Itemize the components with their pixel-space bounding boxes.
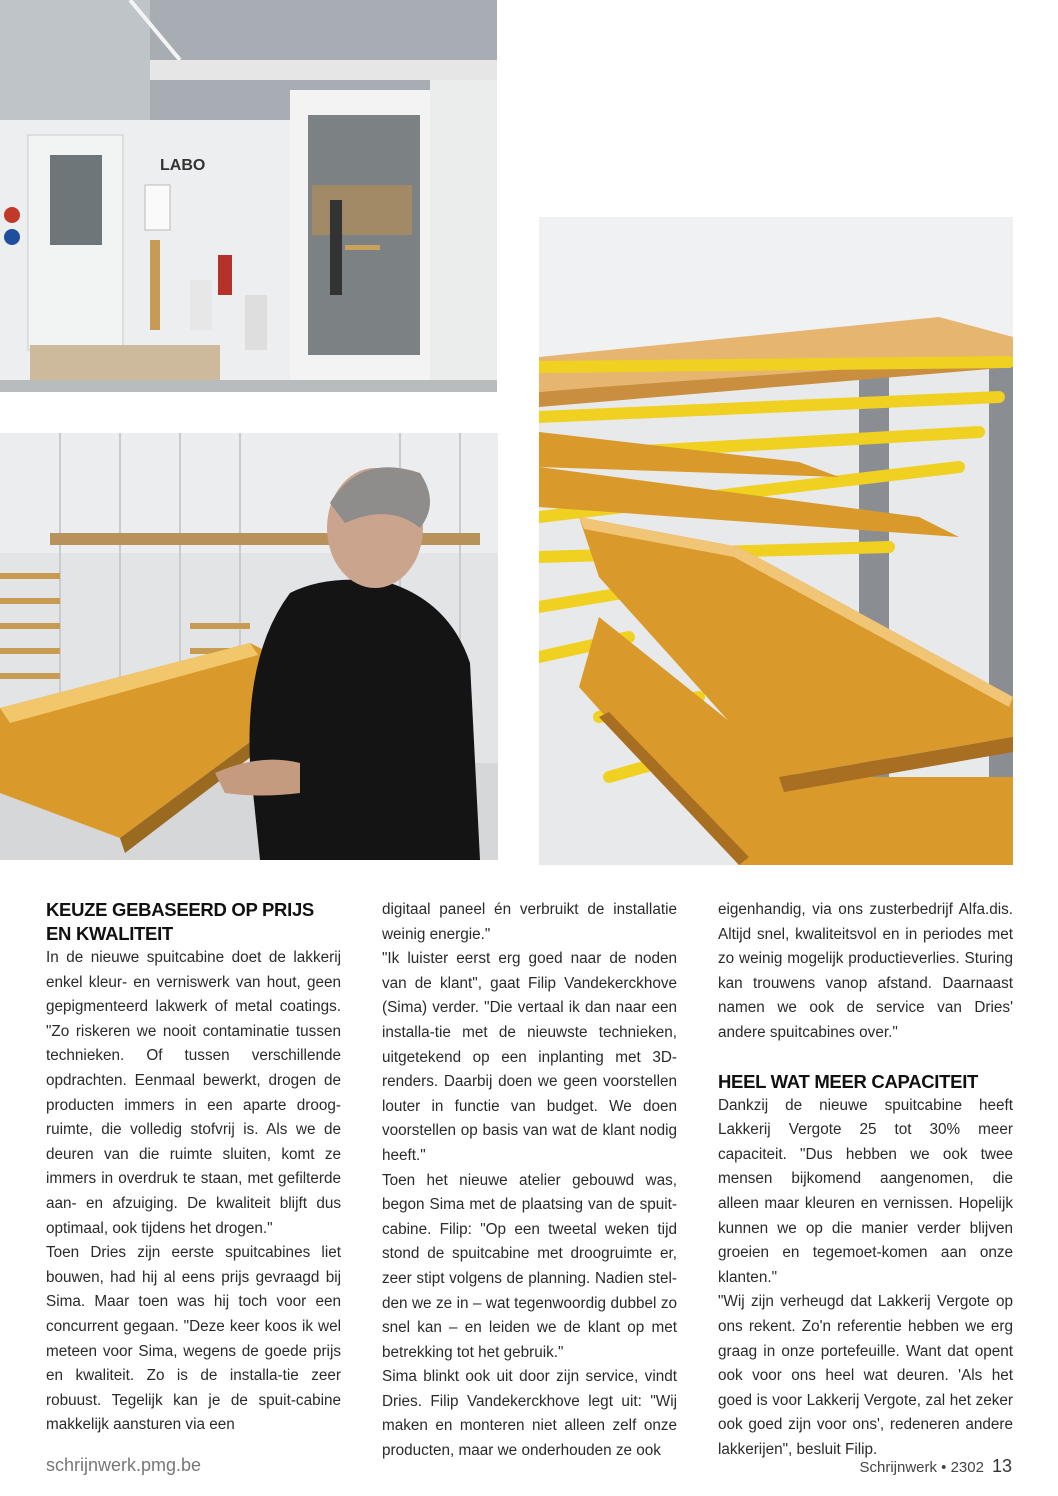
photo-worker-with-panel: [0, 433, 498, 860]
footer-website-link[interactable]: schrijnwerk.pmg.be: [46, 1455, 202, 1475]
labo-sign: LABO: [160, 157, 206, 174]
article-column-1: [46, 898, 341, 1438]
paragraph: Toen Dries zijn eerste spuitcabines liet bouwen, had hij al eens prijs gevraagd bij Sima. Maar toen was hij toch voor een concurrent gegaan. "Deze keer koos ik wel meteen voor Sima, wegens de goede prijs en kwaliteit. Zo is de installa-tie zeer robuust. Tegelijk kan je de spuit-cabine makkelijk aansturen via een: [46, 1244, 341, 1434]
paragraph: In de nieuwe spuitcabine doet de lakkerij enkel kleur- en verniswerk van hout, geen gepigmenteerd lakwerk of metal coatings. "Zo riskeren we nooit contaminatie tussen technieken. Of tussen verschillende opdrachten. Eenmaal bewerkt, drogen de producten immers in een aparte droog-ruimte, die volledig stofvrij is. Als we de deuren van die ruimte sluiten, komt ze immers in overdruk te staan, met gefilterde aan- en afzuiging. De kwaliteit blijft dus optimaal, ook tijdens het drogen.": [46, 949, 341, 1237]
issue-label: Schrijnwerk • 2302: [859, 1459, 984, 1476]
paragraph: "Wij zijn verheugd dat Lakkerij Vergote op ons rekent. Zo'n referentie hebben we erg graag in onze portefeuille. Want dat opent ook voor ons heel wat deuren. 'Als het goed is voor Lakkerij Vergote, zal het zeker ook goed zijn voor ons', redeneren andere lakkerijen", besluit Filip.: [718, 1293, 1013, 1458]
photo-spray-cabin-labo: [0, 0, 497, 392]
section-heading-price-quality: KEUZE GEBASEERD OP PRIJS EN KWALITEIT: [46, 899, 314, 944]
paragraph: "Ik luister eerst erg goed naar de noden van de klant", gaat Filip Vandekerckhove (Sima) verder. "Die vertaal ik dan naar een installa-tie met de nieuwste technieken, uitgetekend op een inplanting met 3D-renders. Daarbij doen we geen voorstellen louter in functie van budget. We doen voorstellen op basis van wat de klant nodig heeft.": [382, 950, 677, 1164]
section-heading-capacity: HEEL WAT MEER CAPACITEIT: [718, 1070, 979, 1092]
footer-issue-info: [859, 1456, 1012, 1477]
paragraph: Toen het nieuwe atelier gebouwd was, begon Sima met de plaatsing van de spuit-cabine. Filip: "Op een tweetal weken tijd stond de spuitcabine met droogruimte er, zeer stipt volgens de planning. Nadien stel-den we ze in – wat tegenwoordig dubbel zo snel kan – en leiden we de klant op met betrekking tot het gebruik.": [382, 1171, 677, 1361]
photo-drying-rack: [539, 217, 1013, 865]
article-column-2: [382, 898, 677, 1464]
page-number: 13: [991, 1456, 1012, 1476]
article-column-3: [718, 898, 1013, 1462]
paragraph: eigenhandig, via ons zusterbedrijf Alfa.dis. Altijd snel, kwaliteitsvol en in periodes met zo weinig mogelijk productieverlies. Sturing kan trouwens vanop afstand. Daarnaast namen we ook de service van Dries' andere spuitcabines over.": [718, 901, 1013, 1041]
paragraph: digitaal paneel én verbruikt de installatie weinig energie.": [382, 901, 677, 943]
paragraph: Sima blinkt ook uit door zijn service, vindt Dries. Filip Vandekerckhove legt uit: "Wij maken en monteren niet alleen zelf onze producten, maar we onderhouden ze ook: [382, 1368, 677, 1460]
paragraph: Dankzij de nieuwe spuitcabine heeft Lakkerij Vergote 25 tot 30% meer capaciteit. "Dus hebben we ook twee mensen bijkomend aangenomen, die alleen maar kleuren en vernissen. Hopelijk kunnen we op die manier verder blijven groeien en tegemoet-komen aan onze klanten.": [718, 1096, 1013, 1286]
